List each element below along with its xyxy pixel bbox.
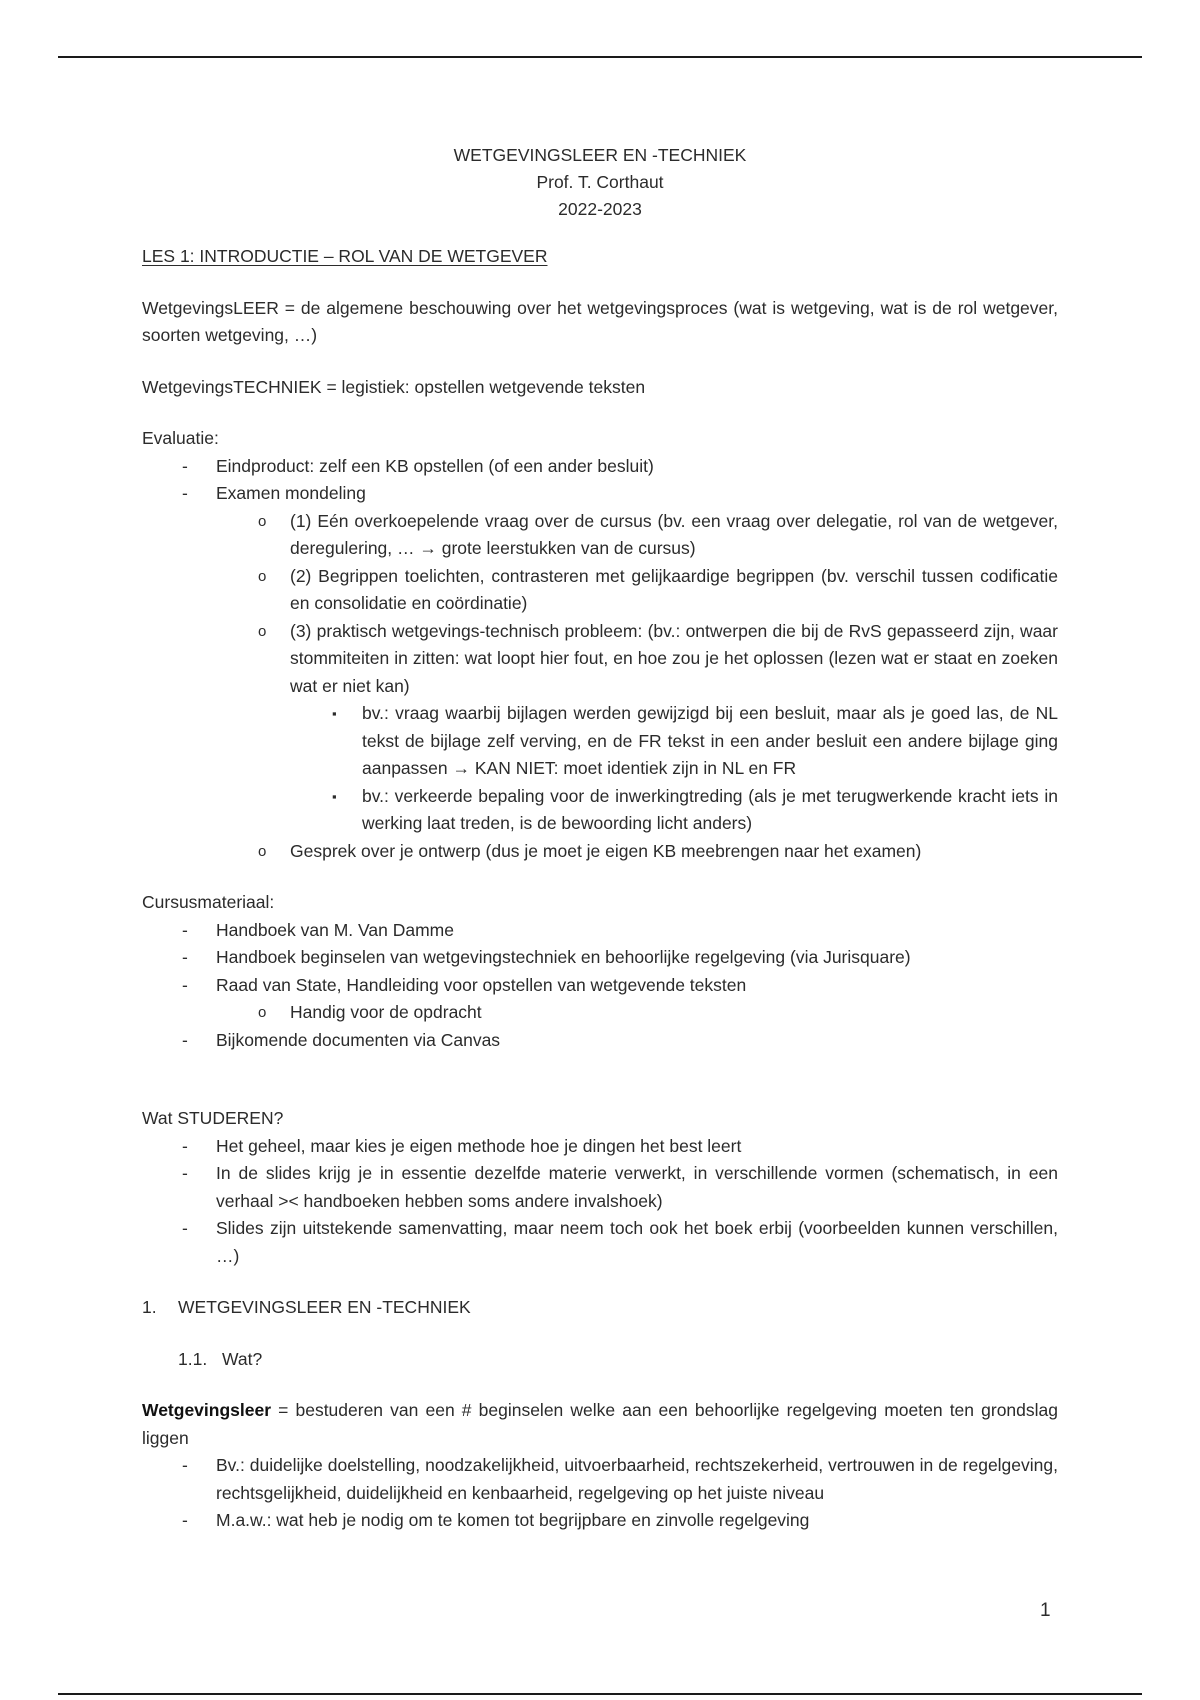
academic-year: 2022-2023 <box>558 199 642 219</box>
list-item: - Slides zijn uitstekende samenvatting, maar neem toch ook het boek erbij (voorbeelden kunnen verschillen, …) <box>142 1215 1058 1270</box>
wetgevingsleer-definition: Wetgevingsleer = bestuderen van een # beginselen welke aan een behoorlijke regelgeving moeten ten grondslag liggen <box>142 1400 1058 1448</box>
cursusmateriaal-list <box>142 917 1058 1055</box>
list-item: - Raad van State, Handleiding voor opstellen van wetgevende teksten o Handig voor de opdracht <box>142 972 1058 1027</box>
list-item: - Handboek beginselen van wetgevingstechniek en behoorlijke regelgeving (via Jurisquare) <box>142 944 1058 972</box>
lesson-title: LES 1: INTRODUCTIE – ROL VAN DE WETGEVER <box>142 246 548 266</box>
example-sublist <box>290 700 1058 838</box>
page-number: 1 <box>1040 1600 1051 1621</box>
top-rule <box>58 56 1142 58</box>
list-item: o Gesprek over je ontwerp (dus je moet je eigen KB meebrengen naar het examen) <box>216 838 1058 866</box>
document-page <box>142 142 1058 1535</box>
list-item: ▪ bv.: vraag waarbij bijlagen werden gewijzigd bij een besluit, maar als je goed las, de NL tekst de bijlage zelf verving, en de FR tekst in een ander besluit een andere bijlage ging aanpassen → KAN NIET: moet identiek zijn in NL en FR <box>290 700 1058 783</box>
studeren-label: Wat STUDEREN? <box>142 1108 284 1128</box>
definition-wetgevingsleer: WetgevingsLEER = de algemene beschouwing over het wetgevingsproces (wat is wetgeving, wat is de rol wetgever, soorten wetgeving, …) <box>142 297 1058 345</box>
list-item: o Handig voor de opdracht <box>216 999 1058 1027</box>
list-item: ▪ bv.: verkeerde bepaling voor de inwerkingtreding (als je met terugwerkende kracht iets in werking laat treden, is de bewoording licht anders) <box>290 783 1058 838</box>
list-item: o (1) Eén overkoepelende vraag over de cursus (bv. een vraag over delegatie, rol van de wetgever, deregulering, … → grote leerstukken van de cursus) <box>216 508 1058 563</box>
evaluatie-label: Evaluatie: <box>142 428 219 448</box>
section-heading-1: 1. WETGEVINGSLEER EN -TECHNIEK <box>142 1297 471 1317</box>
evaluatie-list <box>142 453 1058 866</box>
list-item: - Examen mondeling o (1) Eén overkoepelende vraag over de cursus (bv. een vraag over delegatie, rol van de wetgever, deregulering, … → grote leerstukken van de cursus) o (2) Begrippen toelichten, contrasteren met gelijkaardige begrippen (bv. verschil tussen codificatie en consolidatie en coördinatie) o (3) praktisch wetgevings-technisch probleem: (bv.: ontwerpen die bij de RvS gepasseerd zijn, waar stommiteiten in zitten: wat loopt hier fout, en hoe zou je het oplossen (lezen wat er staat en zoeken wat er niet kan) ▪ bv.: vraag waarbij bijlagen werden gewijzigd bij een besluit, maar als je goed las, de NL tekst de bijlage zelf verving, en de FR tekst in een ander besluit een andere bijlage ging aanpassen → KAN NIET: moet identiek zijn in NL en FR ▪ bv.: verkeerde bepaling voor de inwerkingtreding (als je met terugwerkende kracht iets in werking laat treden, is de bewoording licht anders) o Gesprek over je ontwerp (dus je moet je eigen KB meebrengen naar het examen) <box>142 480 1058 865</box>
list-item: o (2) Begrippen toelichten, contrasteren met gelijkaardige begrippen (bv. verschil tussen codificatie en consolidatie en coördinatie) <box>216 563 1058 618</box>
studeren-list <box>142 1133 1058 1271</box>
exam-sublist <box>216 508 1058 866</box>
document-header <box>142 142 1058 223</box>
list-item: o (3) praktisch wetgevings-technisch probleem: (bv.: ontwerpen die bij de RvS gepasseerd zijn, waar stommiteiten in zitten: wat loopt hier fout, en hoe zou je het oplossen (lezen wat er staat en zoeken wat er niet kan) ▪ bv.: vraag waarbij bijlagen werden gewijzigd bij een besluit, maar als je goed las, de NL tekst de bijlage zelf verving, en de FR tekst in een ander besluit een andere bijlage ging aanpassen → KAN NIET: moet identiek zijn in NL en FR ▪ bv.: verkeerde bepaling voor de inwerkingtreding (als je met terugwerkende kracht iets in werking laat treden, is de bewoording licht anders) <box>216 618 1058 838</box>
list-item: - M.a.w.: wat heb je nodig om te komen tot begrijpbare en zinvolle regelgeving <box>142 1507 1058 1535</box>
definition-wetgevingstechniek: WetgevingsTECHNIEK = legistiek: opstellen wetgevende teksten <box>142 376 646 397</box>
section-heading-1-1: 1.1. Wat? <box>178 1348 263 1369</box>
list-item: - Het geheel, maar kies je eigen methode hoe je dingen het best leert <box>142 1133 1058 1161</box>
list-item: - Eindproduct: zelf een KB opstellen (of een ander besluit) <box>142 453 1058 481</box>
raad-van-state-sublist <box>216 999 1058 1027</box>
professor: Prof. T. Corthaut <box>536 172 664 192</box>
course-title: WETGEVINGSLEER EN -TECHNIEK <box>453 145 747 165</box>
list-item: - Bv.: duidelijke doelstelling, noodzakelijkheid, uitvoerbaarheid, rechtszekerheid, vertrouwen in de regelgeving, rechtsgelijkheid, duidelijkheid en kenbaarheid, regelgeving op het juiste niveau <box>142 1452 1058 1507</box>
term-wetgevingsleer: Wetgevingsleer <box>142 1400 272 1420</box>
list-item: - In de slides krijg je in essentie dezelfde materie verwerkt, in verschillende vormen (schematisch, in een verhaal >< handboeken hebben soms andere invalshoek) <box>142 1160 1058 1215</box>
cursusmateriaal-label: Cursusmateriaal: <box>142 892 275 912</box>
list-item: - Handboek van M. Van Damme <box>142 917 1058 945</box>
wetgevingsleer-list <box>142 1452 1058 1535</box>
bottom-rule <box>58 1693 1142 1695</box>
list-item: - Bijkomende documenten via Canvas <box>142 1027 1058 1055</box>
